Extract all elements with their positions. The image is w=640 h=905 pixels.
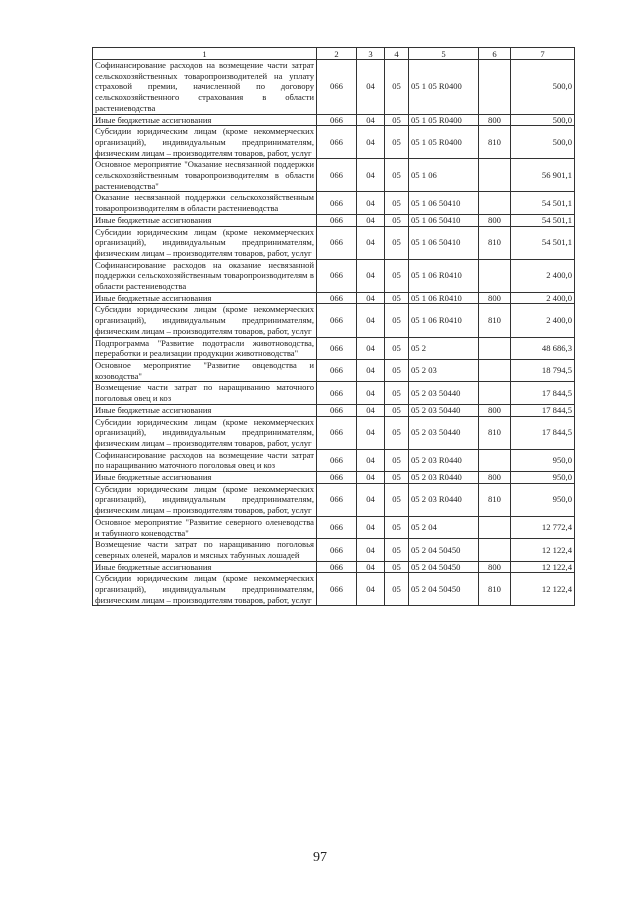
page-number: 97 [313,850,327,865]
table-row [93,292,575,304]
amount-cell: 500,0 [511,60,575,115]
target-article-cell: 05 1 06 50410 [409,192,479,214]
expense-type-cell [479,192,511,214]
section-cell: 04 [357,292,385,304]
subsection-cell: 05 [385,337,409,359]
table-row [93,114,575,126]
subsection-cell: 05 [385,304,409,337]
expense-type-cell: 810 [479,126,511,159]
amount-cell: 2 400,0 [511,259,575,292]
amount-cell: 12 122,4 [511,561,575,573]
expense-name-cell: Иные бюджетные ассигнования [93,472,317,484]
expense-name-cell: Субсидии юридическим лицам (кроме некоммерческих организаций), индивидуальным предпринимателям, физическим лицам – производителям товаров, работ, услуг [93,483,317,516]
expense-type-cell: 800 [479,472,511,484]
admin-code-cell: 066 [317,449,357,471]
expense-type-cell: 810 [479,416,511,449]
target-article-cell: 05 1 06 [409,159,479,192]
table-row [93,472,575,484]
expense-name-cell: Подпрограмма "Развитие подотрасли животноводства, переработки и реализации продукции животноводства" [93,337,317,359]
admin-code-cell: 066 [317,539,357,561]
target-article-cell: 05 1 05 R0400 [409,114,479,126]
section-cell: 04 [357,539,385,561]
section-cell: 04 [357,126,385,159]
subsection-cell: 05 [385,404,409,416]
table-row [93,337,575,359]
section-cell: 04 [357,60,385,115]
header-col-7: 7 [511,48,575,60]
table-row [93,416,575,449]
expense-name-cell: Субсидии юридическим лицам (кроме некоммерческих организаций), индивидуальным предпринимателям, физическим лицам – производителям товаров, работ, услуг [93,304,317,337]
admin-code-cell: 066 [317,561,357,573]
admin-code-cell: 066 [317,226,357,259]
section-cell: 04 [357,259,385,292]
expense-name-cell: Субсидии юридическим лицам (кроме некоммерческих организаций), индивидуальным предпринимателям, физическим лицам – производителям товаров, работ, услуг [93,573,317,606]
table-row [93,304,575,337]
budget-table [92,47,575,606]
target-article-cell: 05 2 03 R0440 [409,472,479,484]
subsection-cell: 05 [385,483,409,516]
table-row [93,359,575,381]
expense-type-cell: 810 [479,304,511,337]
header-col-4: 4 [385,48,409,60]
expense-name-cell: Иные бюджетные ассигнования [93,561,317,573]
admin-code-cell: 066 [317,416,357,449]
section-cell: 04 [357,561,385,573]
expense-name-cell: Субсидии юридическим лицам (кроме некоммерческих организаций), индивидуальным предпринимателям, физическим лицам – производителям товаров, работ, услуг [93,226,317,259]
section-cell: 04 [357,449,385,471]
admin-code-cell: 066 [317,159,357,192]
expense-type-cell: 800 [479,292,511,304]
target-article-cell: 05 2 04 50450 [409,539,479,561]
section-cell: 04 [357,337,385,359]
admin-code-cell: 066 [317,126,357,159]
subsection-cell: 05 [385,114,409,126]
amount-cell: 12 772,4 [511,516,575,538]
subsection-cell: 05 [385,192,409,214]
target-article-cell: 05 2 03 [409,359,479,381]
subsection-cell: 05 [385,126,409,159]
expense-type-cell [479,60,511,115]
admin-code-cell: 066 [317,114,357,126]
target-article-cell: 05 2 [409,337,479,359]
amount-cell: 2 400,0 [511,292,575,304]
header-col-5: 5 [409,48,479,60]
admin-code-cell: 066 [317,192,357,214]
subsection-cell: 05 [385,561,409,573]
table-row [93,159,575,192]
section-cell: 04 [357,573,385,606]
target-article-cell: 05 2 04 50450 [409,561,479,573]
amount-cell: 950,0 [511,472,575,484]
expense-name-cell: Оказание несвязанной поддержки сельскохозяйственным товаропроизводителям в области растениеводства [93,192,317,214]
expense-type-cell: 810 [479,226,511,259]
target-article-cell: 05 1 06 R0410 [409,259,479,292]
table-row [93,60,575,115]
expense-type-cell: 810 [479,573,511,606]
target-article-cell: 05 1 06 R0410 [409,292,479,304]
admin-code-cell: 066 [317,60,357,115]
target-article-cell: 05 2 03 50440 [409,404,479,416]
expense-name-cell: Основное мероприятие "Развитие овцеводства и козоводства" [93,359,317,381]
subsection-cell: 05 [385,60,409,115]
section-cell: 04 [357,382,385,404]
admin-code-cell: 066 [317,214,357,226]
amount-cell: 48 686,3 [511,337,575,359]
admin-code-cell: 066 [317,573,357,606]
subsection-cell: 05 [385,359,409,381]
expense-type-cell: 800 [479,404,511,416]
section-cell: 04 [357,359,385,381]
target-article-cell: 05 1 06 50410 [409,226,479,259]
expense-type-cell [479,449,511,471]
subsection-cell: 05 [385,159,409,192]
section-cell: 04 [357,226,385,259]
table-row [93,449,575,471]
amount-cell: 12 122,4 [511,539,575,561]
expense-name-cell: Иные бюджетные ассигнования [93,404,317,416]
expense-type-cell: 810 [479,483,511,516]
expense-type-cell [479,516,511,538]
admin-code-cell: 066 [317,404,357,416]
expense-name-cell: Иные бюджетные ассигнования [93,114,317,126]
table-row [93,126,575,159]
subsection-cell: 05 [385,449,409,471]
target-article-cell: 05 1 05 R0400 [409,126,479,159]
expense-type-cell [479,359,511,381]
target-article-cell: 05 2 04 50450 [409,573,479,606]
subsection-cell: 05 [385,226,409,259]
amount-cell: 17 844,5 [511,416,575,449]
amount-cell: 17 844,5 [511,404,575,416]
subsection-cell: 05 [385,472,409,484]
expense-type-cell [479,539,511,561]
admin-code-cell: 066 [317,472,357,484]
expense-type-cell [479,259,511,292]
table-row [93,192,575,214]
section-cell: 04 [357,404,385,416]
expense-name-cell: Возмещение части затрат по наращиванию поголовья северных оленей, маралов и мясных табунных лошадей [93,539,317,561]
subsection-cell: 05 [385,516,409,538]
table-row [93,516,575,538]
section-cell: 04 [357,472,385,484]
target-article-cell: 05 2 03 R0440 [409,449,479,471]
section-cell: 04 [357,214,385,226]
table-row [93,226,575,259]
section-cell: 04 [357,516,385,538]
table-row [93,259,575,292]
expense-type-cell [479,382,511,404]
amount-cell: 17 844,5 [511,382,575,404]
amount-cell: 500,0 [511,126,575,159]
amount-cell: 950,0 [511,483,575,516]
header-col-1: 1 [93,48,317,60]
table-header-row [93,48,575,60]
section-cell: 04 [357,114,385,126]
expense-name-cell: Субсидии юридическим лицам (кроме некоммерческих организаций), индивидуальным предпринимателям, физическим лицам – производителям товаров, работ, услуг [93,416,317,449]
subsection-cell: 05 [385,539,409,561]
target-article-cell: 05 2 04 [409,516,479,538]
expense-name-cell: Возмещение части затрат по наращиванию маточного поголовья овец и коз [93,382,317,404]
expense-name-cell: Основное мероприятие "Развитие северного оленеводства и табунного коневодства" [93,516,317,538]
expense-type-cell: 800 [479,561,511,573]
target-article-cell: 05 1 06 50410 [409,214,479,226]
table-row [93,483,575,516]
target-article-cell: 05 2 03 50440 [409,416,479,449]
amount-cell: 18 794,5 [511,359,575,381]
subsection-cell: 05 [385,382,409,404]
target-article-cell: 05 2 03 R0440 [409,483,479,516]
subsection-cell: 05 [385,416,409,449]
subsection-cell: 05 [385,214,409,226]
amount-cell: 500,0 [511,114,575,126]
admin-code-cell: 066 [317,259,357,292]
document-page [92,47,574,606]
subsection-cell: 05 [385,573,409,606]
expense-name-cell: Субсидии юридическим лицам (кроме некоммерческих организаций), индивидуальным предпринимателям, физическим лицам – производителям товаров, работ, услуг [93,126,317,159]
admin-code-cell: 066 [317,516,357,538]
table-body [93,60,575,606]
admin-code-cell: 066 [317,292,357,304]
amount-cell: 12 122,4 [511,573,575,606]
table-row [93,561,575,573]
expense-name-cell: Иные бюджетные ассигнования [93,214,317,226]
target-article-cell: 05 1 05 R0400 [409,60,479,115]
expense-name-cell: Иные бюджетные ассигнования [93,292,317,304]
subsection-cell: 05 [385,292,409,304]
section-cell: 04 [357,192,385,214]
header-col-2: 2 [317,48,357,60]
expense-type-cell [479,337,511,359]
header-col-6: 6 [479,48,511,60]
section-cell: 04 [357,159,385,192]
amount-cell: 54 501,1 [511,226,575,259]
expense-name-cell: Софинансирование расходов на оказание несвязанной поддержки сельскохозяйственным товаропроизводителям в области растениеводства [93,259,317,292]
expense-name-cell: Основное мероприятие "Оказание несвязанной поддержки сельскохозяйственным товаропроизводителям в области растениеводства" [93,159,317,192]
expense-type-cell: 800 [479,114,511,126]
table-row [93,539,575,561]
amount-cell: 54 501,1 [511,214,575,226]
subsection-cell: 05 [385,259,409,292]
table-row [93,573,575,606]
admin-code-cell: 066 [317,359,357,381]
amount-cell: 950,0 [511,449,575,471]
expense-name-cell: Софинансирование расходов на возмещение части затрат сельскохозяйственных товаропроизводителей на уплату страховой премии, начисленной по договору сельскохозяйственного страхования в области растениеводства [93,60,317,115]
table-row [93,382,575,404]
admin-code-cell: 066 [317,304,357,337]
section-cell: 04 [357,416,385,449]
admin-code-cell: 066 [317,337,357,359]
header-col-3: 3 [357,48,385,60]
admin-code-cell: 066 [317,483,357,516]
expense-type-cell [479,159,511,192]
table-row [93,214,575,226]
target-article-cell: 05 2 03 50440 [409,382,479,404]
table-row [93,404,575,416]
section-cell: 04 [357,483,385,516]
target-article-cell: 05 1 06 R0410 [409,304,479,337]
section-cell: 04 [357,304,385,337]
amount-cell: 2 400,0 [511,304,575,337]
amount-cell: 56 901,1 [511,159,575,192]
expense-type-cell: 800 [479,214,511,226]
admin-code-cell: 066 [317,382,357,404]
amount-cell: 54 501,1 [511,192,575,214]
expense-name-cell: Софинансирование расходов на возмещение части затрат по наращиванию маточного поголовья овец и коз [93,449,317,471]
